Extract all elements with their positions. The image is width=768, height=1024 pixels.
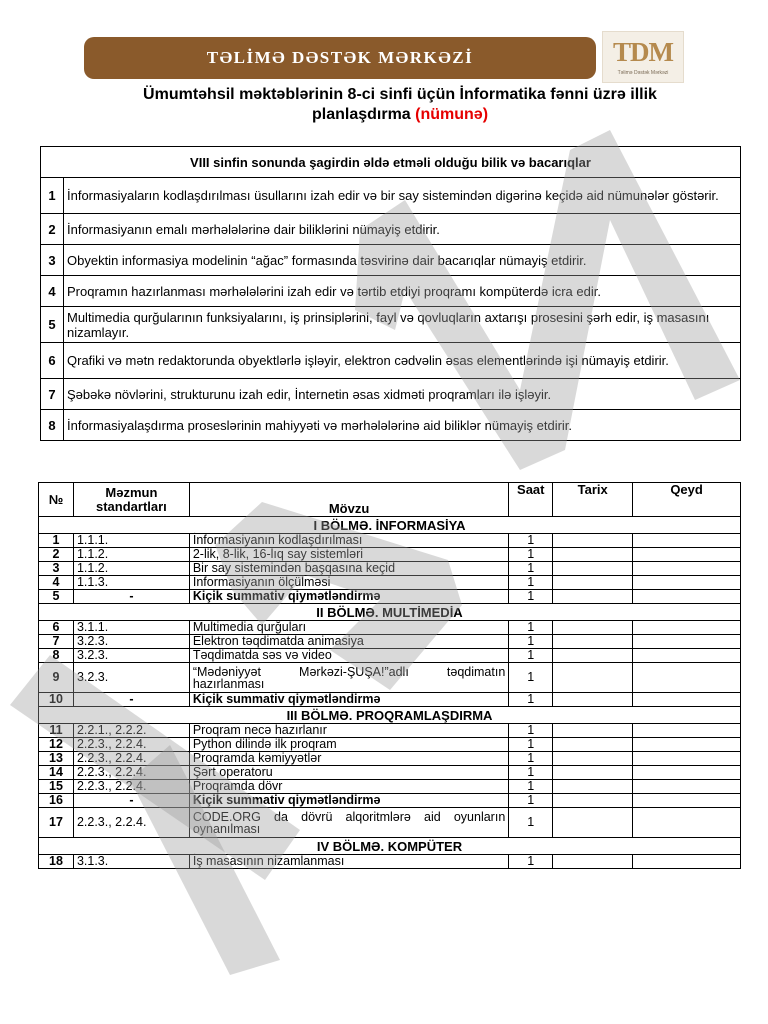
skill-text: İnformasiyaların kodlaşdırılması üsullarını izah edir və bir say sistemindən digərinə keçidə aid nümunələr göstərir.	[64, 178, 741, 214]
row-hours: 1	[509, 780, 553, 794]
row-hours: 1	[509, 766, 553, 780]
row-topic: Proqramda kəmiyyətlər	[189, 752, 508, 766]
skill-text: Obyektin informasiya modelinin “ağac” formasında təsvirinə dair bacarıqlar nümayiş etdirir.	[64, 245, 741, 276]
logo-subtitle: Təlimə Dəstək Mərkəzi	[617, 70, 669, 76]
row-note	[633, 808, 741, 838]
skill-text: İnformasiyalaşdırma proseslərinin mahiyyəti və mərhələlərinə aid biliklər nümayiş etdirir.	[64, 410, 741, 441]
header-topic: Mövzu	[189, 483, 508, 517]
row-note	[633, 738, 741, 752]
row-hours: 1	[509, 663, 553, 693]
row-standard: 3.2.3.	[73, 649, 189, 663]
row-date	[553, 794, 633, 808]
section-title: II BÖLMƏ. MULTİMEDİA	[39, 604, 741, 621]
row-number: 4	[39, 576, 74, 590]
row-note	[633, 794, 741, 808]
row-hours: 1	[509, 534, 553, 548]
row-topic: Multimedia qurğuları	[189, 621, 508, 635]
row-date	[553, 855, 633, 869]
row-topic: Kiçik summativ qiymətləndirmə	[189, 794, 508, 808]
skill-row	[41, 410, 741, 441]
row-topic: Kiçik summativ qiymətləndirmə	[189, 693, 508, 707]
row-topic: Elektron təqdimatda animasiya	[189, 635, 508, 649]
row-topic: Kiçik summativ qiymətləndirmə	[189, 590, 508, 604]
title-line-2-text: planlaşdırma	[311, 106, 411, 123]
row-hours: 1	[509, 548, 553, 562]
plan-row	[39, 693, 741, 707]
row-topic: Şərt operatoru	[189, 766, 508, 780]
plan-row	[39, 794, 741, 808]
header-hours: Saat	[509, 483, 553, 517]
row-hours: 1	[509, 808, 553, 838]
row-topic: Təqdimatda səs və video	[189, 649, 508, 663]
row-topic: 2-lik, 8-lik, 16-lıq say sistemləri	[189, 548, 508, 562]
section-row	[39, 517, 741, 534]
header-banner	[84, 37, 596, 79]
skill-number: 6	[41, 343, 64, 379]
skill-number: 4	[41, 276, 64, 307]
row-number: 7	[39, 635, 74, 649]
row-note	[633, 663, 741, 693]
row-number: 14	[39, 766, 74, 780]
row-number: 5	[39, 590, 74, 604]
skill-text: Proqramın hazırlanması mərhələlərini izah edir və tərtib etdiyi proqramı kompüterdə icra edir.	[64, 276, 741, 307]
row-number: 16	[39, 794, 74, 808]
plan-table	[38, 482, 741, 869]
row-number: 9	[39, 663, 74, 693]
skill-number: 2	[41, 214, 64, 245]
document-title	[90, 85, 710, 125]
row-standard: -	[73, 794, 189, 808]
row-standard: 2.2.3., 2.2.4.	[73, 766, 189, 780]
header-no: №	[39, 483, 74, 517]
row-hours: 1	[509, 752, 553, 766]
row-date	[553, 808, 633, 838]
plan-row	[39, 766, 741, 780]
row-note	[633, 621, 741, 635]
plan-row	[39, 780, 741, 794]
plan-body	[39, 517, 741, 869]
row-hours: 1	[509, 724, 553, 738]
skill-row	[41, 214, 741, 245]
row-standard: 1.1.2.	[73, 548, 189, 562]
skill-text: Şəbəkə növlərini, strukturunu izah edir, İnternetin əsas xidməti proqramları ilə işləyir.	[64, 379, 741, 410]
row-date	[553, 576, 633, 590]
row-topic: Proqramda dövr	[189, 780, 508, 794]
plan-row	[39, 663, 741, 693]
row-number: 6	[39, 621, 74, 635]
row-note	[633, 724, 741, 738]
plan-row	[39, 590, 741, 604]
skill-text: İnformasiyanın emalı mərhələlərinə dair biliklərini nümayiş etdirir.	[64, 214, 741, 245]
row-standard: 3.2.3.	[73, 663, 189, 693]
row-hours: 1	[509, 621, 553, 635]
row-standard: 1.1.1.	[73, 534, 189, 548]
row-topic: Bir say sistemindən başqasına keçid	[189, 562, 508, 576]
row-hours: 1	[509, 649, 553, 663]
skill-row	[41, 276, 741, 307]
row-number: 12	[39, 738, 74, 752]
skill-row	[41, 178, 741, 214]
row-topic: CODE.ORG da dövrü alqoritmlərə aid oyunların oynanılması	[189, 808, 508, 838]
skill-row	[41, 379, 741, 410]
row-topic: İnformasiyanın ölçülməsi	[189, 576, 508, 590]
section-title: IV BÖLMƏ. KOMPÜTER	[39, 838, 741, 855]
plan-row	[39, 548, 741, 562]
row-standard: -	[73, 590, 189, 604]
plan-row	[39, 724, 741, 738]
plan-row	[39, 738, 741, 752]
row-note	[633, 562, 741, 576]
skills-table	[40, 146, 741, 441]
plan-row	[39, 635, 741, 649]
section-title: I BÖLMƏ. İNFORMASİYA	[39, 517, 741, 534]
plan-row	[39, 808, 741, 838]
row-hours: 1	[509, 693, 553, 707]
section-row	[39, 707, 741, 724]
title-line-2	[90, 105, 710, 125]
row-hours: 1	[509, 562, 553, 576]
row-standard: 2.2.3., 2.2.4.	[73, 738, 189, 752]
row-date	[553, 548, 633, 562]
skill-row	[41, 245, 741, 276]
plan-row	[39, 576, 741, 590]
row-standard: 3.1.3.	[73, 855, 189, 869]
row-topic: İnformasiyanın kodlaşdırılması	[189, 534, 508, 548]
plan-row	[39, 855, 741, 869]
row-number: 10	[39, 693, 74, 707]
banner-title: TƏLİMƏ DƏSTƏK MƏRKƏZİ	[206, 48, 474, 67]
row-date	[553, 766, 633, 780]
row-hours: 1	[509, 590, 553, 604]
skill-number: 1	[41, 178, 64, 214]
plan-row	[39, 649, 741, 663]
section-row	[39, 838, 741, 855]
skills-heading: VIII sinfin sonunda şagirdin əldə etməli olduğu bilik və bacarıqlar	[41, 147, 741, 178]
row-note	[633, 590, 741, 604]
row-note	[633, 766, 741, 780]
header-note: Qeyd	[633, 483, 741, 517]
row-number: 17	[39, 808, 74, 838]
row-standard: 1.1.2.	[73, 562, 189, 576]
row-topic: “Mədəniyyət Mərkəzi-ŞUŞA!”adlı təqdimatın hazırlanması	[189, 663, 508, 693]
row-date	[553, 663, 633, 693]
row-hours: 1	[509, 738, 553, 752]
row-standard: 2.2.3., 2.2.4.	[73, 752, 189, 766]
row-number: 8	[39, 649, 74, 663]
skill-number: 3	[41, 245, 64, 276]
row-note	[633, 576, 741, 590]
row-topic: İş masasının nizamlanması	[189, 855, 508, 869]
row-note	[633, 548, 741, 562]
title-note: (nümunə)	[415, 106, 489, 123]
row-note	[633, 534, 741, 548]
row-hours: 1	[509, 576, 553, 590]
tdm-logo	[602, 31, 684, 83]
row-standard: 2.2.3., 2.2.4.	[73, 780, 189, 794]
row-date	[553, 590, 633, 604]
row-note	[633, 780, 741, 794]
skill-text: Qrafiki və mətn redaktorunda obyektlərlə işləyir, elektron cədvəlin əsas elementlərində işi nümayiş etdirir.	[64, 343, 741, 379]
row-date	[553, 693, 633, 707]
row-number: 1	[39, 534, 74, 548]
row-number: 18	[39, 855, 74, 869]
row-standard: 2.2.1., 2.2.2.	[73, 724, 189, 738]
header-standards: Məzmun standartları	[73, 483, 189, 517]
logo-letters: TDM	[613, 37, 673, 67]
row-standard: 3.2.3.	[73, 635, 189, 649]
row-date	[553, 780, 633, 794]
row-date	[553, 621, 633, 635]
row-number: 2	[39, 548, 74, 562]
row-note	[633, 855, 741, 869]
skill-text: Multimedia qurğularının funksiyalarını, iş prinsiplərini, fayl və qovluqların axtarışı prosesini şərh edir, iş masasını nizamlayır.	[64, 307, 741, 343]
row-number: 11	[39, 724, 74, 738]
section-title: III BÖLMƏ. PROQRAMLAŞDIRMA	[39, 707, 741, 724]
row-number: 3	[39, 562, 74, 576]
row-topic: Python dilində ilk proqram	[189, 738, 508, 752]
row-hours: 1	[509, 794, 553, 808]
row-date	[553, 635, 633, 649]
row-note	[633, 649, 741, 663]
row-note	[633, 752, 741, 766]
skill-row	[41, 343, 741, 379]
row-standard: 3.1.1.	[73, 621, 189, 635]
header-date: Tarix	[553, 483, 633, 517]
row-standard: -	[73, 693, 189, 707]
row-date	[553, 738, 633, 752]
row-number: 13	[39, 752, 74, 766]
skill-number: 7	[41, 379, 64, 410]
row-note	[633, 693, 741, 707]
skill-row	[41, 307, 741, 343]
row-topic: Proqram necə hazırlanır	[189, 724, 508, 738]
row-date	[553, 649, 633, 663]
title-line-1: Ümumtəhsil məktəblərinin 8-ci sinfi üçün İnformatika fənni üzrə illik	[143, 86, 657, 103]
skill-number: 8	[41, 410, 64, 441]
row-hours: 1	[509, 635, 553, 649]
skills-body	[41, 178, 741, 441]
plan-row	[39, 621, 741, 635]
plan-row	[39, 534, 741, 548]
row-standard: 1.1.3.	[73, 576, 189, 590]
skill-number: 5	[41, 307, 64, 343]
row-date	[553, 562, 633, 576]
row-number: 15	[39, 780, 74, 794]
row-standard: 2.2.3., 2.2.4.	[73, 808, 189, 838]
row-date	[553, 724, 633, 738]
row-date	[553, 752, 633, 766]
section-row	[39, 604, 741, 621]
plan-row	[39, 752, 741, 766]
plan-row	[39, 562, 741, 576]
row-note	[633, 635, 741, 649]
row-hours: 1	[509, 855, 553, 869]
row-date	[553, 534, 633, 548]
